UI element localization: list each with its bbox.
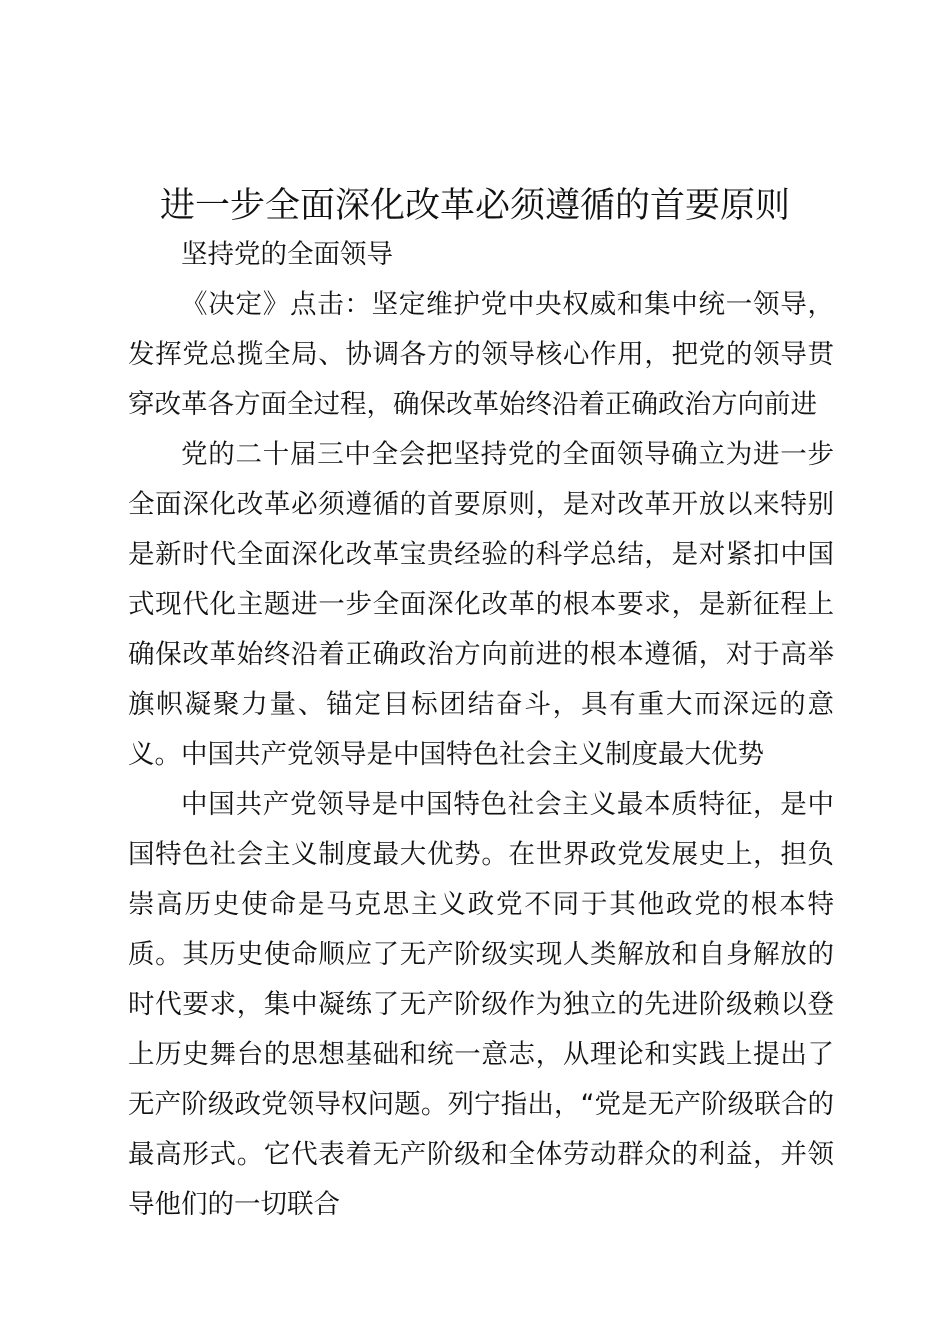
paragraph-plenary-session: 党的二十届三中全会把坚持党的全面领导确立为进一步全面深化改革必须遵循的首要原则，是对改革开放以来特别是新时代全面深化改革宝贵经验的科学总结，是对紧扣中国式现代化主题进一步全面深化改革的根本要求，是新征程上确保改革始终沿着正确政治方向前进的根本遵循，对于高举旗帜凝聚力量、锚定目标团结奋斗，具有重大而深远的意义。 bbox=[128, 439, 834, 770]
document-title: 进一步全面深化改革必须遵循的首要原则 bbox=[159, 186, 790, 226]
paragraph-party-leadership: 中国共产党领导是中国特色社会主义最本质特征，是中国特色社会主义制度最大优势。在世界政党发展史上，担负崇高历史使命是马克思主义政党不同于其他政党的根本特质。其历史使命顺应了无产阶级实现人类解放和自身解放的时代要求，集中凝练了无产阶级作为独立的先进阶级赖以登上历史舞台的思想基础和统一意志，从理论和实践上提出了无产阶级政党领导权问题。列宁指出，“党是无产阶级联合的最高形式。它代表着无产阶级和全体劳动群众的利益，并领导他们的一切联合 bbox=[128, 789, 834, 1220]
paragraph-decision-quote: 《决定》点击：坚定维护党中央权威和集中统一领导，发挥党总揽全局、协调各方的领导核心作用，把党的领导贯穿改革各方面全过程，确保改革始终沿着正确政治方向前进 bbox=[128, 289, 834, 420]
section-subtitle: 坚持党的全面领导 bbox=[181, 239, 393, 270]
section-heading: 中国共产党领导是中国特色社会主义制度最大优势 bbox=[181, 739, 764, 770]
